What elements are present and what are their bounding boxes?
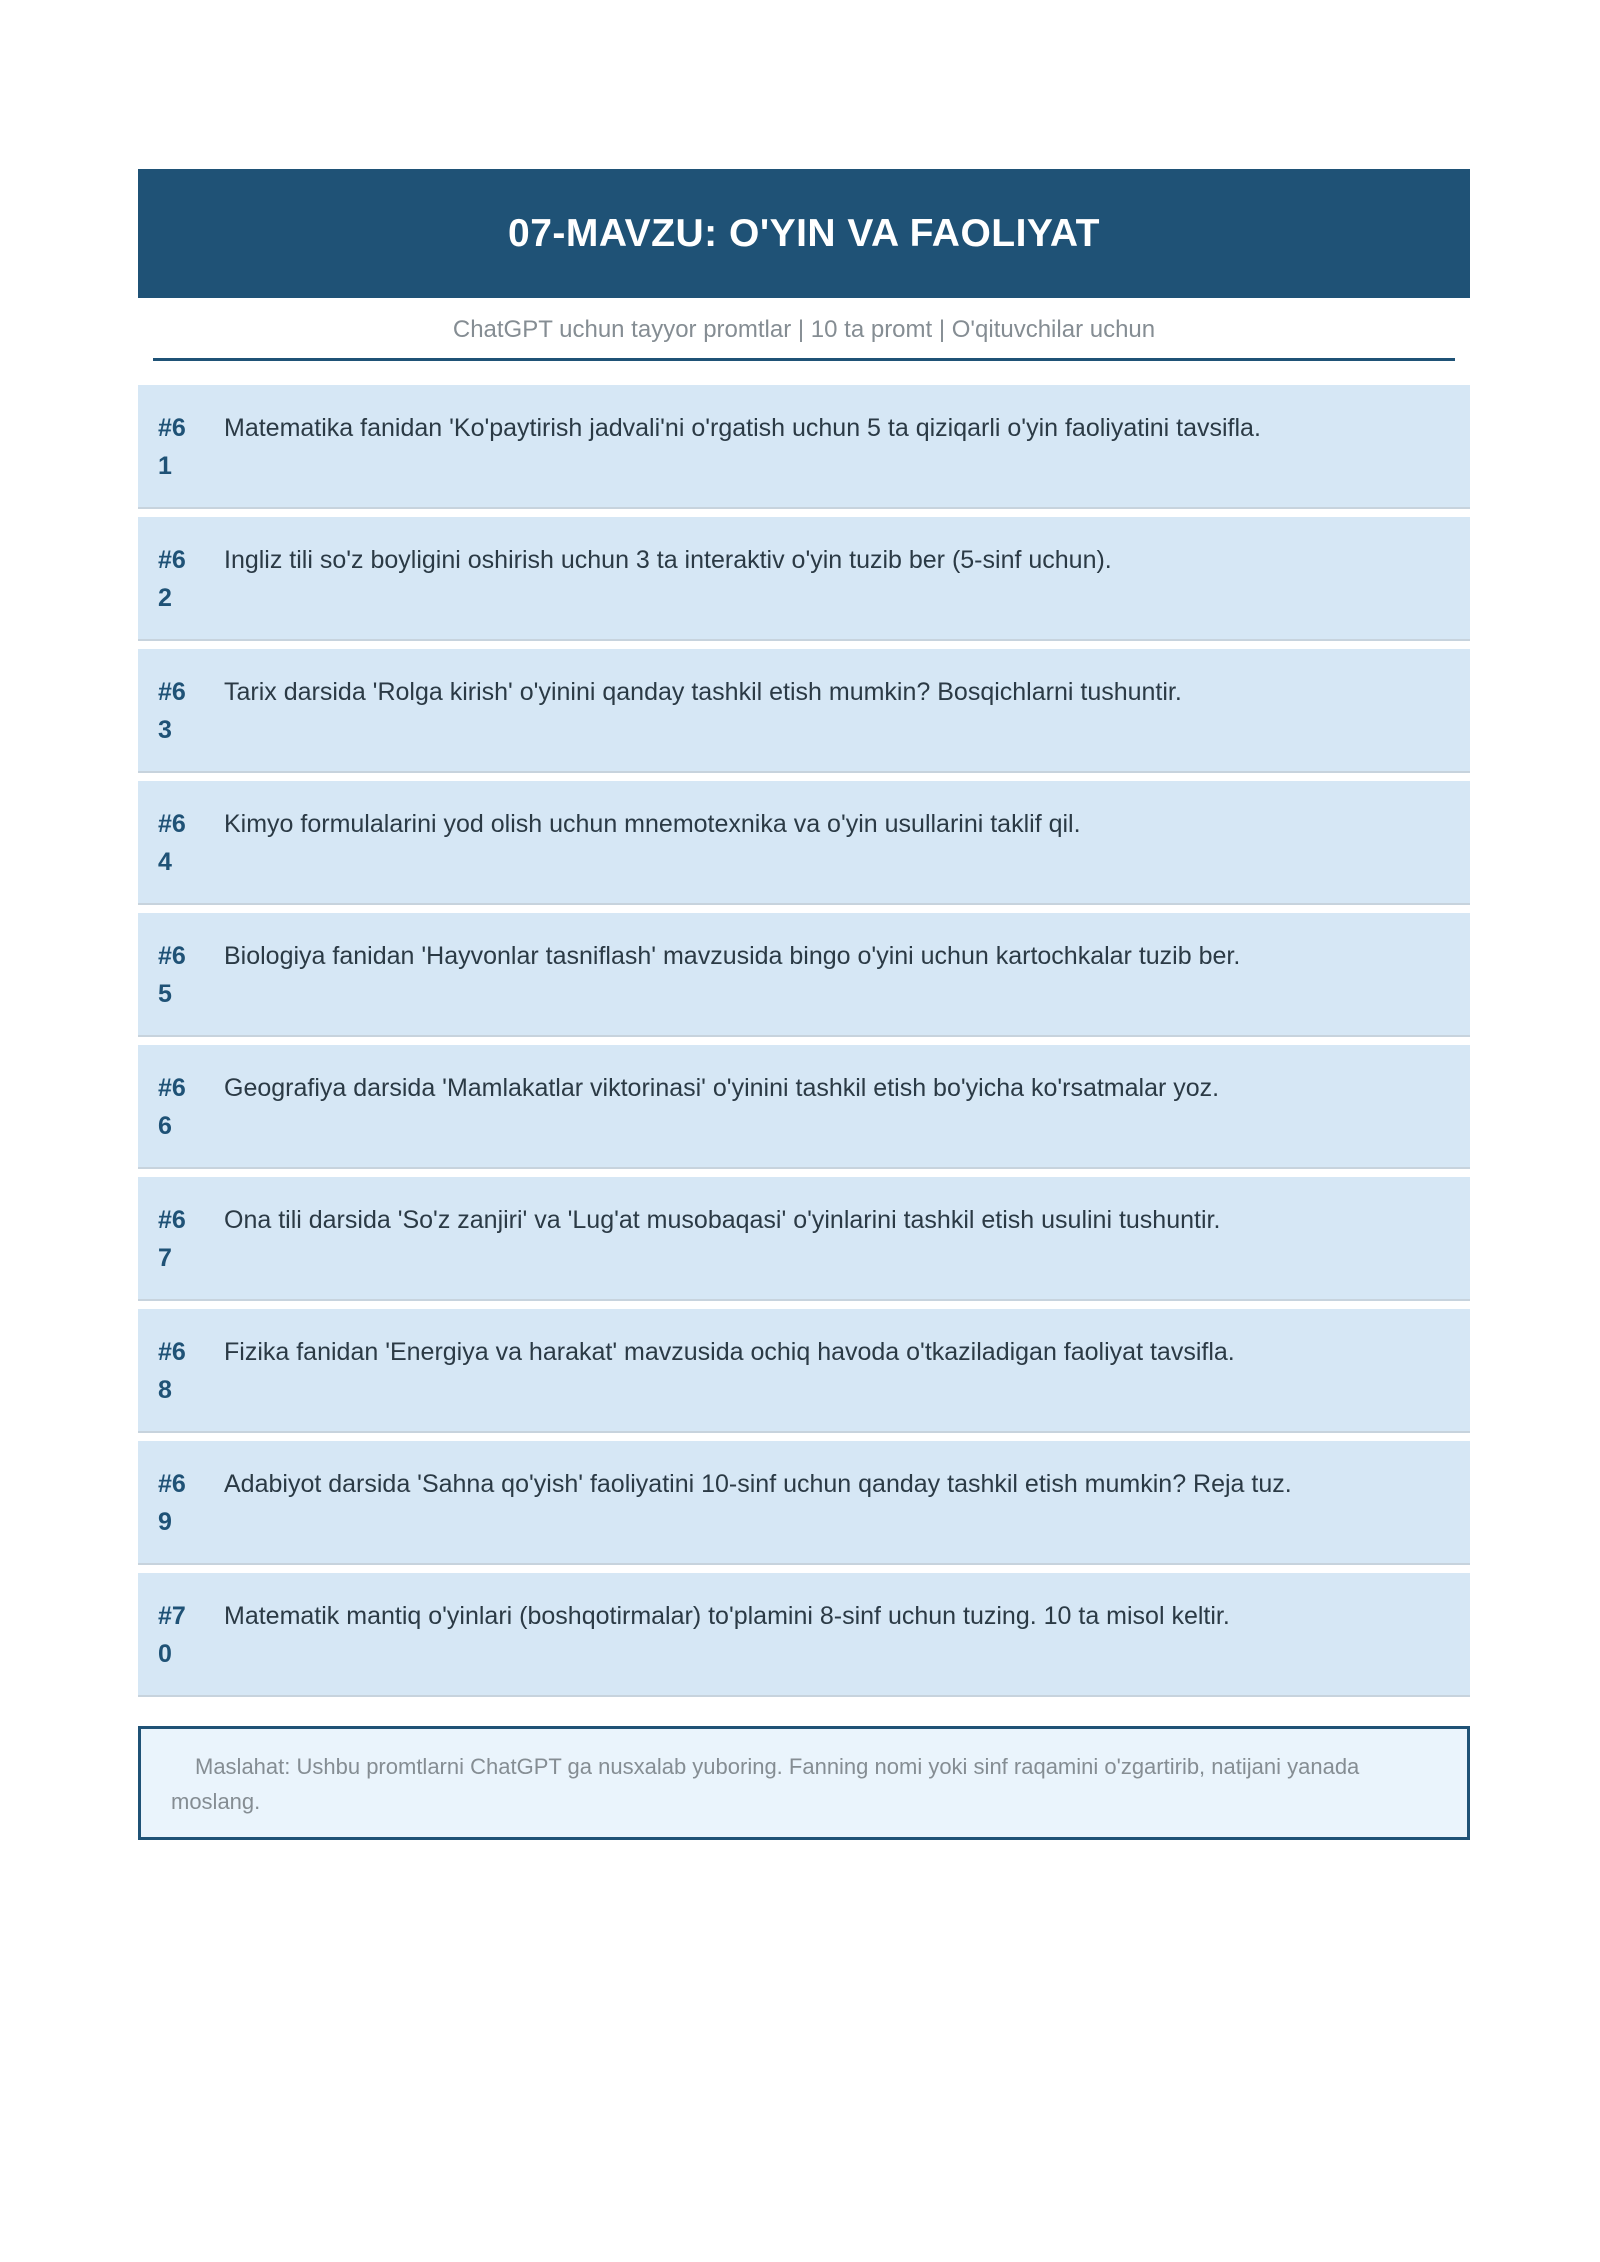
prompt-text: Ona tili darsida 'So'z zanjiri' va 'Lug'at musobaqasi' o'yinlarini tashkil etish usulini tushuntir. — [224, 1206, 1221, 1234]
prompt-number: #67 — [158, 1206, 186, 1272]
page-subtitle: ChatGPT uchun tayyor promtlar | 10 ta promt | O'qituvchilar uchun — [452, 316, 1156, 343]
prompt-number: #68 — [158, 1338, 186, 1404]
document-page — [138, 169, 1470, 1840]
tip-text: Maslahat: Ushbu promtlarni ChatGPT ga nusxalab yuboring. Fanning nomi yoki sinf raqamini o'zgartirib, natijani yanada moslang. — [171, 1754, 1360, 1814]
prompt-number: #66 — [158, 1074, 186, 1140]
prompt-row — [138, 1573, 1470, 1697]
prompt-number: #63 — [158, 678, 186, 744]
prompt-row — [138, 385, 1470, 509]
prompt-row — [138, 517, 1470, 641]
prompt-text: Ingliz tili so'z boyligini oshirish uchun 3 ta interaktiv o'yin tuzib ber (5-sinf uchun). — [224, 546, 1112, 574]
prompt-row — [138, 1177, 1470, 1301]
prompt-number: #70 — [158, 1602, 186, 1668]
prompt-row — [138, 649, 1470, 773]
prompt-number: #64 — [158, 810, 186, 876]
prompt-row — [138, 781, 1470, 905]
prompt-number: #62 — [158, 546, 186, 612]
prompt-number: #61 — [158, 414, 186, 480]
subtitle-bar — [153, 298, 1455, 361]
prompt-row — [138, 1309, 1470, 1433]
prompt-text: Tarix darsida 'Rolga kirish' o'yinini qanday tashkil etish mumkin? Bosqichlarni tushuntir. — [224, 678, 1182, 706]
prompt-number: #69 — [158, 1470, 186, 1536]
title-banner — [138, 169, 1470, 298]
prompt-text: Geografiya darsida 'Mamlakatlar viktorinasi' o'yinini tashkil etish bo'yicha ko'rsatmalar yoz. — [224, 1074, 1220, 1102]
prompt-text: Matematik mantiq o'yinlari (boshqotirmalar) to'plamini 8-sinf uchun tuzing. 10 ta misol keltir. — [224, 1602, 1230, 1630]
tip-box — [138, 1726, 1470, 1840]
prompt-number: #65 — [158, 942, 186, 1008]
prompt-text: Fizika fanidan 'Energiya va harakat' mavzusida ochiq havoda o'tkaziladigan faoliyat tavsifla. — [224, 1338, 1235, 1366]
prompt-text: Biologiya fanidan 'Hayvonlar tasniflash' mavzusida bingo o'yini uchun kartochkalar tuzib ber. — [224, 942, 1241, 970]
prompt-text: Kimyo formulalarini yod olish uchun mnemotexnika va o'yin usullarini taklif qil. — [224, 810, 1081, 838]
prompt-text: Matematika fanidan 'Ko'paytirish jadvali'ni o'rgatish uchun 5 ta qiziqarli o'yin faoliyatini tavsifla. — [224, 414, 1261, 442]
page-title: 07-MAVZU: O'YIN VA FAOLIYAT — [508, 211, 1100, 255]
prompt-row — [138, 913, 1470, 1037]
prompt-row — [138, 1441, 1470, 1565]
prompt-text: Adabiyot darsida 'Sahna qo'yish' faoliyatini 10-sinf uchun qanday tashkil etish mumkin? Reja tuz. — [224, 1470, 1292, 1498]
prompt-row — [138, 1045, 1470, 1169]
prompt-list — [138, 385, 1470, 1697]
